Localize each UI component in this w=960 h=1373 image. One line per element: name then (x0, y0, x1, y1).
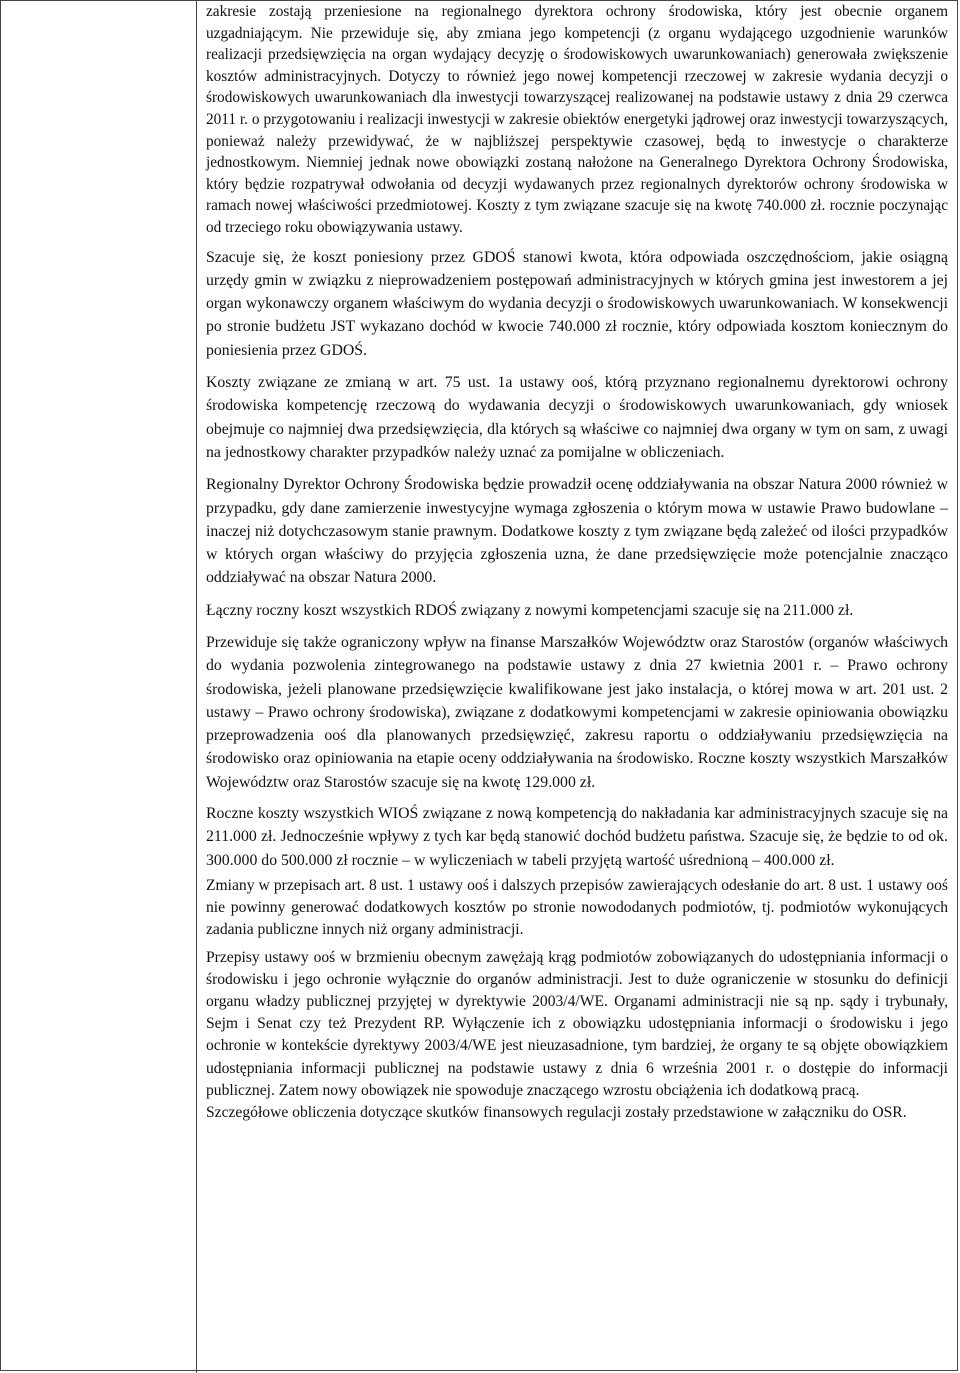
paragraph-wios-costs: Roczne koszty wszystkich WIOŚ związane z nową kompetencją do nakładania kar administracyjnych szacuje się na 211.000 zł. Jednocześnie wpływy z tych kar będą stanowić dochód budżetu państwa. Szacuje się, że będzie to od ok. 300.000 do 500.000 zł rocznie – w wyliczeniach w tabeli przyjętą wartość uśrednioną – 400.000 zł. (206, 805, 948, 869)
paragraph-art-75-costs: Koszty związane ze zmianą w art. 75 ust. 1a ustawy ooś, którą przyznano regionalnemu dyrektorowi ochrony środowiska kompetencję rzeczową do wydawania decyzji o środowiskowych uwarunkowaniach, gdy wniosek obejmuje co najmniej dwa przedsięwzięcia, dla których są właściwe co najmniej dwa organy w tym on sam, z uwagi na jednostkowy charakter przypadków należy uznać za pomijalne w obliczeniach. (206, 374, 948, 461)
paragraph-rdos-competence: zakresie zostają przeniesione na regionalnego dyrektora ochrony środowiska, który jest obecnie organem uzgadniającym. Nie przewiduje się, aby zmiana jego kompetencji (z organu wydającego uzgodnienie warunków realizacji przedsięwzięcia na organ wydający decyzję o środowiskowych uwarunkowaniach) generowała zwiększenie kosztów administracyjnych. Dotyczy to również jego nowej kompetencji rzeczowej w zakresie wydania decyzji o środowiskowych uwarunkowaniach dla inwestycji towarzyszącej realizowanej na podstawie ustawy z dnia 29 czerwca 2011 r. o przygotowaniu i realizacji inwestycji w zakresie obiektów energetyki jądrowej oraz inwestycji towarzyszących, ponieważ należy przewidywać, że w najbliższej perspektywie czasowej, będą to inwestycje o charakterze jednostkowym. Niemniej jednak nowe obowiązki zostaną nałożone na Generalnego Dyrektora Ochrony Środowiska, który będzie rozpatrywał odwołania od decyzji wydawanych przez regionalnych dyrektorów ochrony środowiska w ramach nowej właściwości przedmiotowej. Koszty z tym związane szacuje się na kwotę 740.000 zł. rocznie poczynając od trzeciego roku obowiązywania ustawy. (206, 3, 948, 236)
table-left-column-divider (196, 0, 197, 1373)
paragraph-gdos-cost: Szacuje się, że koszt poniesiony przez GDOŚ stanowi kwota, która odpowiada oszczędnościom, jakie osiągną urzędy gmin w związku z nieprowadzeniem postępowań administracyjnych w których gmina jest inwestorem a jej organ wykonawczy organem właściwym do wydania decyzji o środowiskowych uwarunkowaniach. W konsekwencji po stronie budżetu JST wykazano dochód w kwocie 740.000 zł rocznie, który odpowiada kosztom koniecznym do poniesienia przez GDOŚ. (206, 248, 948, 359)
paragraph-natura-2000: Regionalny Dyrektor Ochrony Środowiska będzie prowadził ocenę oddziaływania na obszar Natura 2000 również w przypadku, gdy dane zamierzenie inwestycyjne wymaga zgłoszenia o którym mowa w ustawie Prawo budowlane – inaczej niż dotychczasowym stanie prawnym. Dodatkowe koszty z tym związane będą zależeć od ilości przypadków w których organ właściwy do przyjęcia zgłoszenia uzna, że dane przedsięwzięcie może potencjalnie znacząco oddziaływać na obszar Natura 2000. (206, 476, 948, 587)
paragraph-osr-annex: Szczegółowe obliczenia dotyczące skutków finansowych regulacji zostały przedstawione w załączniku do OSR. (206, 1103, 907, 1121)
paragraph-art-8-changes: Zmiany w przepisach art. 8 ust. 1 ustawy ooś i dalszych przepisów zawierających odesłanie do art. 8 ust. 1 ustawy ooś nie powinny generować dodatkowych kosztów po stronie nowododanych podmiotów, tj. podmiotów wykonujących zadania publiczne innych niż organy administracji. (206, 876, 948, 939)
paragraph-marshals-starosts: Przewiduje się także ograniczony wpływ na finanse Marszałków Województw oraz Starostów (organów właściwych do wydania pozwolenia zintegrowanego na podstawie ustawy z dnia 27 kwietnia 2001 r. – Prawo ochrony środowiska, jeżeli planowane przedsięwzięcie kwalifikowane jest jako instalacja, o której mowa w art. 201 ust. 2 ustawy – Prawo ochrony środowiska), związane z dodatkowymi kompetencjami w zakresie opiniowania obowiązku przeprowadzenia ooś dla planowanych przedsięwzięć, zakresu raportu o oddziaływaniu przedsięwzięcia na środowisko oraz opiniowania na etapie oceny oddziaływania na środowisko. Roczne koszty wszystkich Marszałków Województw oraz Starostów szacuje się na kwotę 129.000 zł. (206, 633, 948, 791)
document-text-cell (206, 0, 948, 1124)
paragraph-information-access: Przepisy ustawy ooś w brzmieniu obecnym zawężają krąg podmiotów zobowiązanych do udostępniania informacji o środowisku i jego ochronie wyłącznie do organów administracji. Jest to duże ograniczenie w stosunku do definicji organu władzy publicznej przyjętej w dyrektywie 2003/4/WE. Organami administracji nie są np. sądy i trybunały, Sejm i Senat czy też Prezydent RP. Wyłączenie ich z obowiązku udostępniania informacji o środowisku i jego ochronie w kontekście dyrektywy 2003/4/WE jest nieuzasadnione, tym bardziej, że organy te są objęte obowiązkiem udostępniania informacji publicznej na podstawie ustawy z dnia 6 września 2001 r. o dostępie do informacji publicznej. Zatem nowy obowiązek nie spowoduje znaczącego wzrostu obciążenia ich dodatkową pracą. (206, 948, 948, 1099)
paragraph-rdos-total-cost: Łączny roczny koszt wszystkich RDOŚ związany z nowymi kompetencjami szacuje się na 211.000 zł. (206, 601, 854, 619)
